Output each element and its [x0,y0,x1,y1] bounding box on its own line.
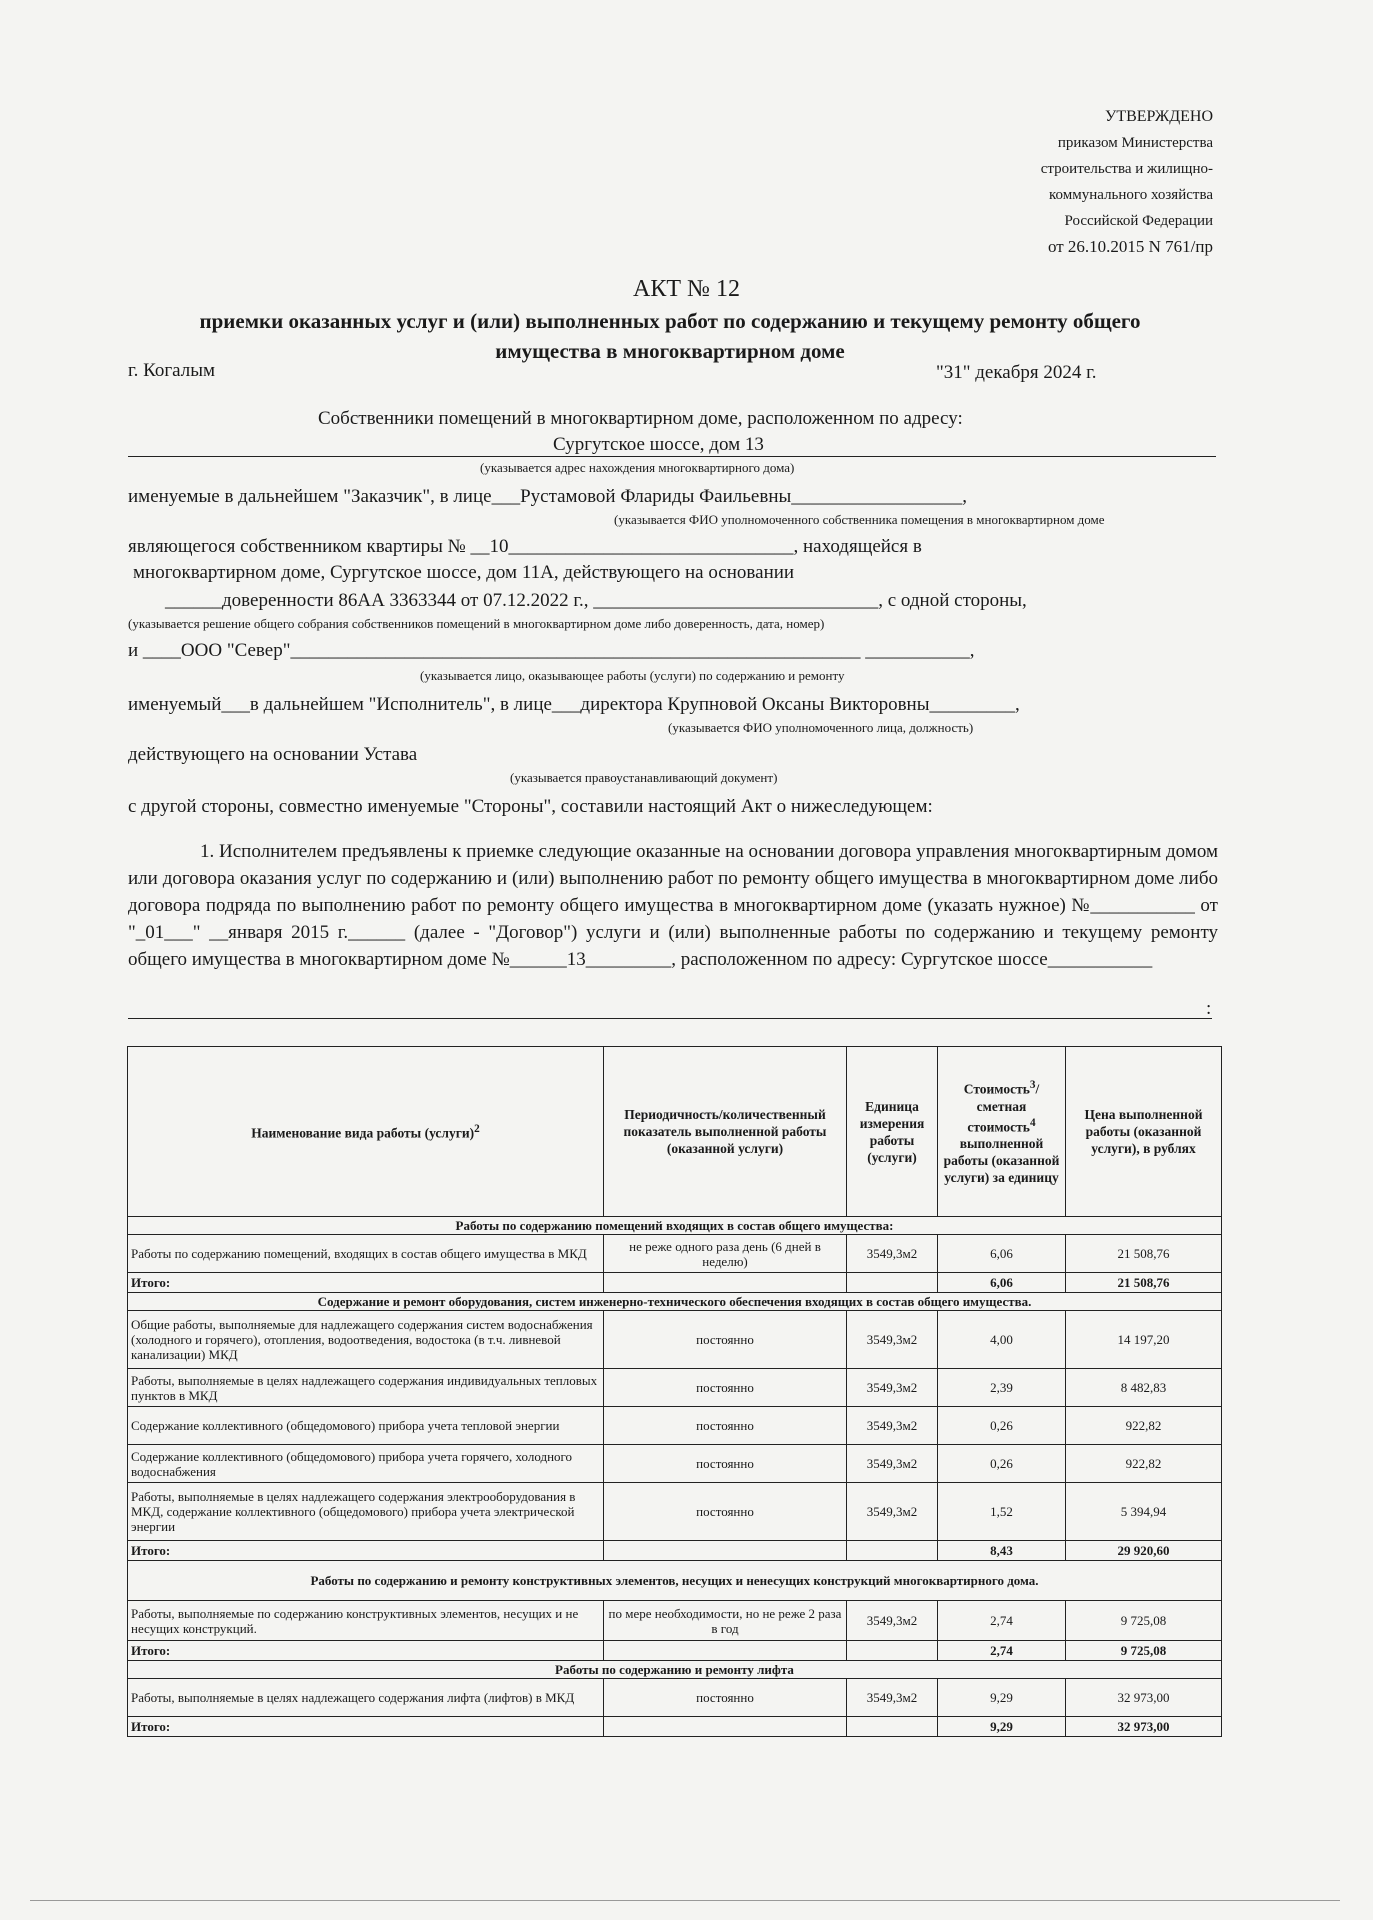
header-price: Цена выполненной работы (оказанной услуги), в рублях [1066,1047,1222,1217]
work-period: постоянно [604,1407,847,1445]
table-row [128,1679,1222,1717]
contractor-line: и ____ООО "Север"____________________________________________________________ ___________, [128,640,975,661]
work-unit: 3549,3м2 [847,1601,938,1641]
approval-line: Российской Федерации [1064,213,1213,229]
owner-line: являющегося собственником квартиры № __10______________________________, находящейся в [128,536,922,557]
work-period: по мере необходимости, но не реже 2 раза в год [604,1601,847,1641]
paragraph-1-text: 1. Исполнителем предъявлены к приемке следующие оказанные на основании договора управления многоквартирным домом или договора оказания услуг по содержанию и (или) выполнению работ по ремонту общего имущества в многоквартирном доме либо договора подряда по выполнению работ по ремонту общего имущества в многоквартирном доме (указать нужное) №___________ от "_01___" __января 2015 г.______ (далее - "Договор") услуги и (или) выполненные работы по содержанию и текущему ремонту общего имущества в многоквартирном доме №______13_________, расположенном по адресу: Сургутское шоссе___________ [128,841,1218,970]
city: г. Когалым [128,360,216,381]
table-row [128,1483,1222,1541]
owner-house: многоквартирном доме, Сургутское шоссе, дом 11А, действующего на основании [133,562,795,583]
table-row [128,1235,1222,1273]
work-price: 922,82 [1066,1407,1222,1445]
work-name: Работы, выполняемые в целях надлежащего содержания лифта (лифтов) в МКД [128,1679,604,1717]
work-name: Содержание коллективного (общедомового) прибора учета тепловой энергии [128,1407,604,1445]
works-table [127,1046,1222,1737]
work-period: постоянно [604,1369,847,1407]
header-unit: Единица измерения работы (услуги) [847,1047,938,1217]
work-name: Работы по содержанию помещений, входящих в состав общего имущества в МКД [128,1235,604,1273]
work-period: постоянно [604,1445,847,1483]
table-row [128,1311,1222,1369]
section-row: Содержание и ремонт оборудования, систем инженерно-технического обеспечения входящих в состав общего имущества. [128,1293,1222,1311]
hint-proxy: (указывается решение общего собрания собственников помещений в многоквартирном доме либо доверенность, дата, номер) [128,616,825,631]
work-period: постоянно [604,1311,847,1369]
header-name: Наименование вида работы (услуги)$^2$ [128,1047,604,1217]
work-unit: 3549,3м2 [847,1407,938,1445]
work-price: 9 725,08 [1066,1601,1222,1641]
work-unit: 3549,3м2 [847,1483,938,1541]
approval-line: коммунального хозяйства [1049,187,1213,203]
work-cost: 0,26 [938,1407,1066,1445]
work-unit: 3549,3м2 [847,1235,938,1273]
approval-head: УТВЕРЖДЕНО [1104,108,1213,125]
section-row: Работы по содержанию и ремонту конструктивных элементов, несущих и ненесущих конструкций многоквартирного дома. [128,1561,1222,1601]
table-header-row [128,1047,1222,1217]
total-row: Итого: 9,29 32 973,00 [128,1717,1222,1737]
hint-customer: (указывается ФИО уполномоченного собственника помещения в многоквартирном доме [614,512,1105,527]
work-cost: 0,26 [938,1445,1066,1483]
house-address: Сургутское шоссе, дом 13 [553,434,764,455]
hint-contractor: (указывается лицо, оказывающее работы (услуги) по содержанию и ремонту [420,668,845,683]
work-cost: 6,06 [938,1235,1066,1273]
work-name: Работы, выполняемые в целях надлежащего содержания электрооборудования в МКД, содержание коллективного (общедомового) прибора учета электрической энергии [128,1483,604,1541]
header-period: Периодичность/количественный показатель выполненной работы (оказанной услуги) [604,1047,847,1217]
work-cost: 2,74 [938,1601,1066,1641]
act-subtitle: приемки оказанных услуг и (или) выполненных работ по содержанию и текущему ремонту общего имущества в многоквартирном доме [199,309,1141,363]
approval-block [1041,104,1213,260]
work-price: 32 973,00 [1066,1679,1222,1717]
work-name: Содержание коллективного (общедомового) прибора учета горячего, холодного водоснабжения [128,1445,604,1483]
hint-executor: (указывается ФИО уполномоченного лица, должность) [668,720,974,735]
table-row [128,1445,1222,1483]
work-price: 5 394,94 [1066,1483,1222,1541]
work-unit: 3549,3м2 [847,1679,938,1717]
executor-line: именуемый___в дальнейшем "Исполнитель", в лице___директора Крупновой Оксаны Викторовны_________, [128,694,1020,715]
work-cost: 1,52 [938,1483,1066,1541]
hint-address: (указывается адрес нахождения многоквартирного дома) [480,460,795,475]
parties-line: с другой стороны, совместно именуемые "Стороны", составили настоящий Акт о нижеследующем: [128,796,933,817]
work-unit: 3549,3м2 [847,1369,938,1407]
proxy-line: ______доверенности 86АА 3363344 от 07.12.2022 г., ______________________________, с одной стороны, [165,590,1027,611]
work-period: постоянно [604,1679,847,1717]
act-date: "31" декабря 2024 г. [936,362,1097,383]
work-name: Общие работы, выполняемые для надлежащего содержания систем водоснабжения (холодного и горячего), отопления, водоотведения, водостока (в т.ч. ливневой канализации) МКД [128,1311,604,1369]
work-cost: 2,39 [938,1369,1066,1407]
work-name: Работы, выполняемые в целях надлежащего содержания индивидуальных тепловых пунктов в МКД [128,1369,604,1407]
hint-basis: (указывается правоустанавливающий документ) [510,770,778,785]
header-cost: Стоимость$^3$/сметная стоимость$^4$ выполненной работы (оказанной услуги) за единицу [938,1047,1066,1217]
owners-intro: Собственники помещений в многоквартирном доме, расположенном по адресу: [318,408,963,429]
work-cost: 4,00 [938,1311,1066,1369]
table-row [128,1369,1222,1407]
total-row: Итого: 8,43 29 920,60 [128,1541,1222,1561]
address-continuation-underline [128,1018,1212,1019]
customer-line: именуемые в дальнейшем "Заказчик", в лице___Рустамовой Флариды Фаильевны__________________, [128,486,968,507]
work-unit: 3549,3м2 [847,1311,938,1369]
table-row [128,1407,1222,1445]
act-title: АКТ № 12 [633,276,740,302]
work-price: 21 508,76 [1066,1235,1222,1273]
basis-line: действующего на основании Устава [128,744,418,765]
work-period: не реже одного раза день (6 дней в неделю) [604,1235,847,1273]
work-price: 8 482,83 [1066,1369,1222,1407]
section-row: Работы по содержанию помещений входящих в состав общего имущества: [128,1217,1222,1235]
work-price: 922,82 [1066,1445,1222,1483]
address-underline [128,456,1216,457]
table-row [128,1601,1222,1641]
work-period: постоянно [604,1483,847,1541]
colon: : [1206,998,1212,1019]
section-row: Работы по содержанию и ремонту лифта [128,1661,1222,1679]
approval-line: приказом Министерства [1057,135,1213,151]
approval-line: строительства и жилищно- [1040,161,1213,177]
work-cost: 9,29 [938,1679,1066,1717]
total-row: Итого: 6,06 21 508,76 [128,1273,1222,1293]
work-unit: 3549,3м2 [847,1445,938,1483]
approval-order: от 26.10.2015 N 761/пр [1047,237,1213,256]
work-name: Работы, выполняемые по содержанию конструктивных элементов, несущих и не несущих конструкций. [128,1601,604,1641]
work-price: 14 197,20 [1066,1311,1222,1369]
scan-edge-line [30,1900,1340,1901]
paragraph-1 [128,838,1218,973]
total-row: Итого: 2,74 9 725,08 [128,1641,1222,1661]
